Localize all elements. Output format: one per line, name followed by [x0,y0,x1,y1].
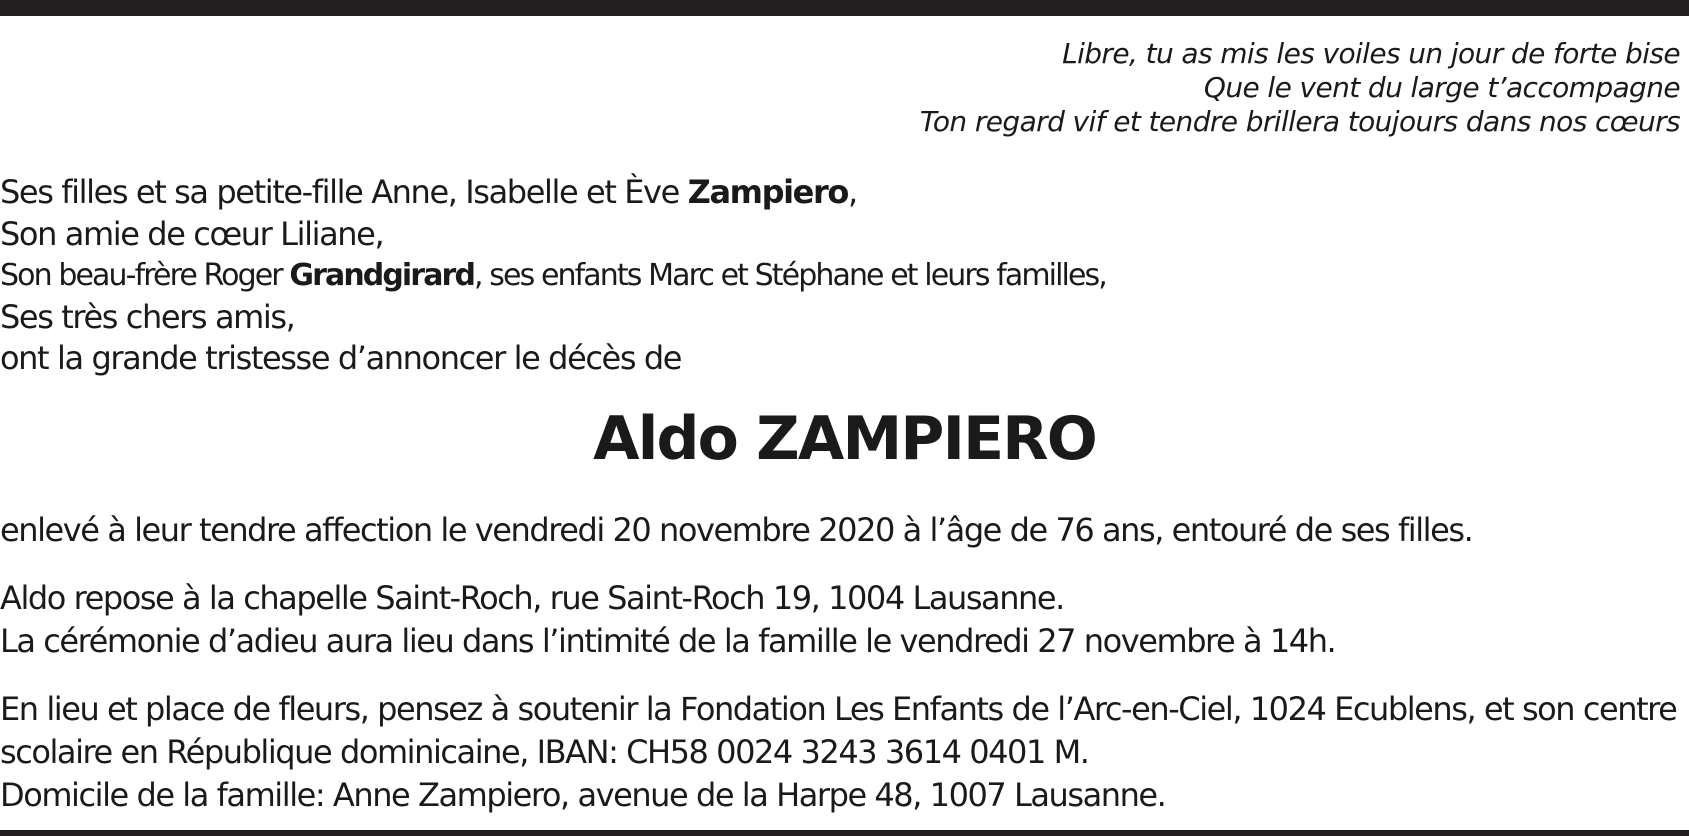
family-line-1-text: Ses filles et sa petite-fille Anne, Isabelle et Ève [0,173,688,211]
family-line-1-end: , [847,173,857,211]
ceremony-line-2: La cérémonie d’adieu aura lieu dans l’intimité de la famille le vendredi 27 novembre à 14h. [0,622,1336,660]
death-notice-line: enlevé à leur tendre affection le vendredi 20 novembre 2020 à l’âge de 76 ans, entouré de ses filles. [0,511,1473,549]
family-surname-zampiero: Zampiero [687,173,848,211]
deceased-name: Aldo ZAMPIERO [593,404,1096,474]
poem-line-1: Libre, tu as mis les voiles un jour de forte bise [1062,37,1680,70]
family-line-daughters [0,172,1106,214]
donations-line-1: En lieu et place de fleurs, pensez à soutenir la Fondation Les Enfants de l’Arc-en-Ciel, 1024 Ecublens, et son centre [0,690,1677,728]
top-border-rule [0,0,1689,16]
bottom-border-rule [0,830,1689,836]
family-line-friends: Ses très chers amis, [0,297,295,336]
family-line-announcement: ont la grande tristesse d’annoncer le décès de [0,339,682,377]
donations-line-2: scolaire en République dominicaine, IBAN: CH58 0024 3243 3614 0401 M. [0,733,1089,771]
poem-line-2: Que le vent du large t’accompagne [1203,71,1680,104]
family-address-line: Domicile de la famille: Anne Zampiero, avenue de la Harpe 48, 1007 Lausanne. [0,776,1166,814]
ceremony-paragraph [0,577,1335,663]
donations-paragraph [0,688,1676,817]
family-line-brother-in-law [0,255,1106,297]
poem-line-3: Ton regard vif et tendre brillera toujours dans nos cœurs [919,105,1680,138]
family-announcement [0,172,1106,380]
ceremony-line-1: Aldo repose à la chapelle Saint-Roch, rue Saint-Roch 19, 1004 Lausanne. [0,579,1064,617]
poem-verse [920,37,1680,139]
death-notice-paragraph [0,509,1472,552]
family-line-3-text: Son beau-frère Roger [0,258,290,293]
family-line-partner: Son amie de cœur Liliane, [0,214,384,253]
family-surname-grandgirard: Grandgirard [289,258,475,293]
family-line-3-end: , ses enfants Marc et Stéphane et leurs familles, [474,258,1106,293]
